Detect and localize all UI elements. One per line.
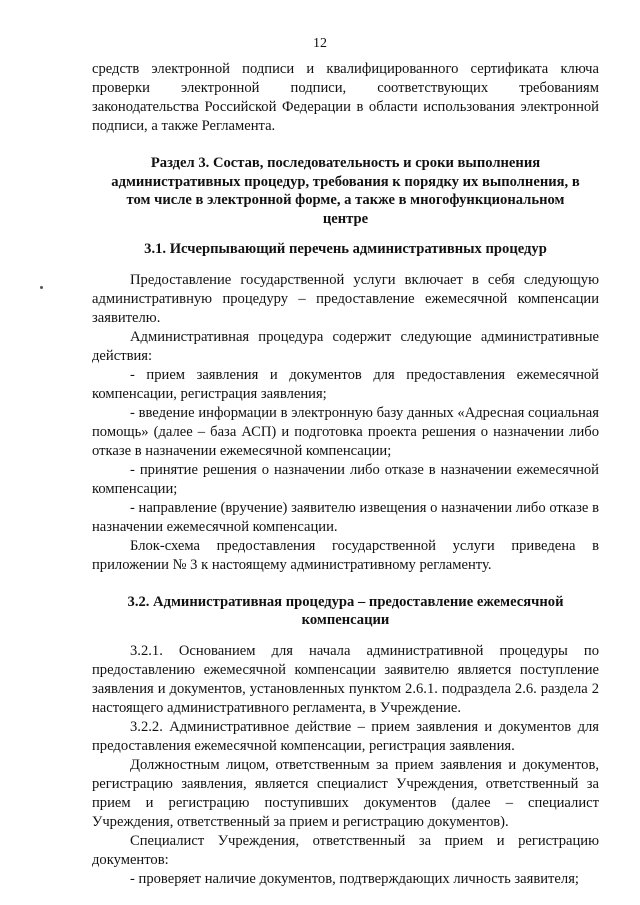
paragraph: Специалист Учреждения, ответственный за прием и регистрацию документов: xyxy=(92,832,599,868)
paragraph: Предоставление государственной услуги включает в себя следующую административную процедуру – предоставление ежемесячной компенсации заявителю. xyxy=(92,271,599,326)
subsection-3-1-title: 3.1. Исчерпывающий перечень административных процедур xyxy=(144,241,547,257)
paragraph: Административная процедура содержит следующие административные действия: xyxy=(92,328,599,364)
paragraph: 3.2.2. Административное действие – прием заявления и документов для предоставления ежемесячной компенсации, регистрация заявления. xyxy=(92,718,599,754)
paragraph: - проверяет наличие документов, подтверждающих личность заявителя; xyxy=(130,870,579,887)
document-body xyxy=(92,60,599,889)
intro-paragraph: средств электронной подписи и квалифицированного сертификата ключа проверки электронной подписи, соответствующих требованиям законодательства Российской Федерации в области использования электронной подписи, а также Регламента. xyxy=(92,61,599,134)
subsection-3-2-title: 3.2. Административная процедура – предоставление ежемесячной компенсации xyxy=(127,593,564,628)
margin-dot xyxy=(40,286,43,289)
list-item: - принятие решения о назначении либо отказе в назначении ежемесячной компенсации; xyxy=(92,461,599,497)
section-3-title: Раздел 3. Состав, последовательность и сроки выполнения административных процедур, требования к порядку их выполнения, в том числе в электронной форме, а также в многофункциональном центре xyxy=(111,155,580,227)
page-number: 12 xyxy=(313,36,327,51)
list-item: - направление (вручение) заявителю извещения о назначении либо отказе в назначении ежемесячной компенсации. xyxy=(92,499,599,535)
paragraph: Блок-схема предоставления государственной услуги приведена в приложении № 3 к настоящему административному регламенту. xyxy=(92,537,599,573)
list-item: - прием заявления и документов для предоставления ежемесячной компенсации, регистрация заявления; xyxy=(92,366,599,402)
paragraph: Должностным лицом, ответственным за прием заявления и документов, регистрацию заявления, является специалист Учреждения, ответственный за прием и регистрацию поступивших документов (далее – специалист Учреждения, ответственный за прием и регистрацию документов). xyxy=(92,756,599,830)
list-item: - введение информации в электронную базу данных «Адресная социальная помощь» (далее – база АСП) и подготовка проекта решения о назначении либо отказе в назначении ежемесячной компенсации; xyxy=(92,404,599,459)
paragraph: 3.2.1. Основанием для начала административной процедуры по предоставлению ежемесячной компенсации заявителю является поступление заявления и документов, установленных пунктом 2.6.1. подраздела 2.6. раздела 2 настоящего административного регламента, в Учреждение. xyxy=(92,642,599,716)
